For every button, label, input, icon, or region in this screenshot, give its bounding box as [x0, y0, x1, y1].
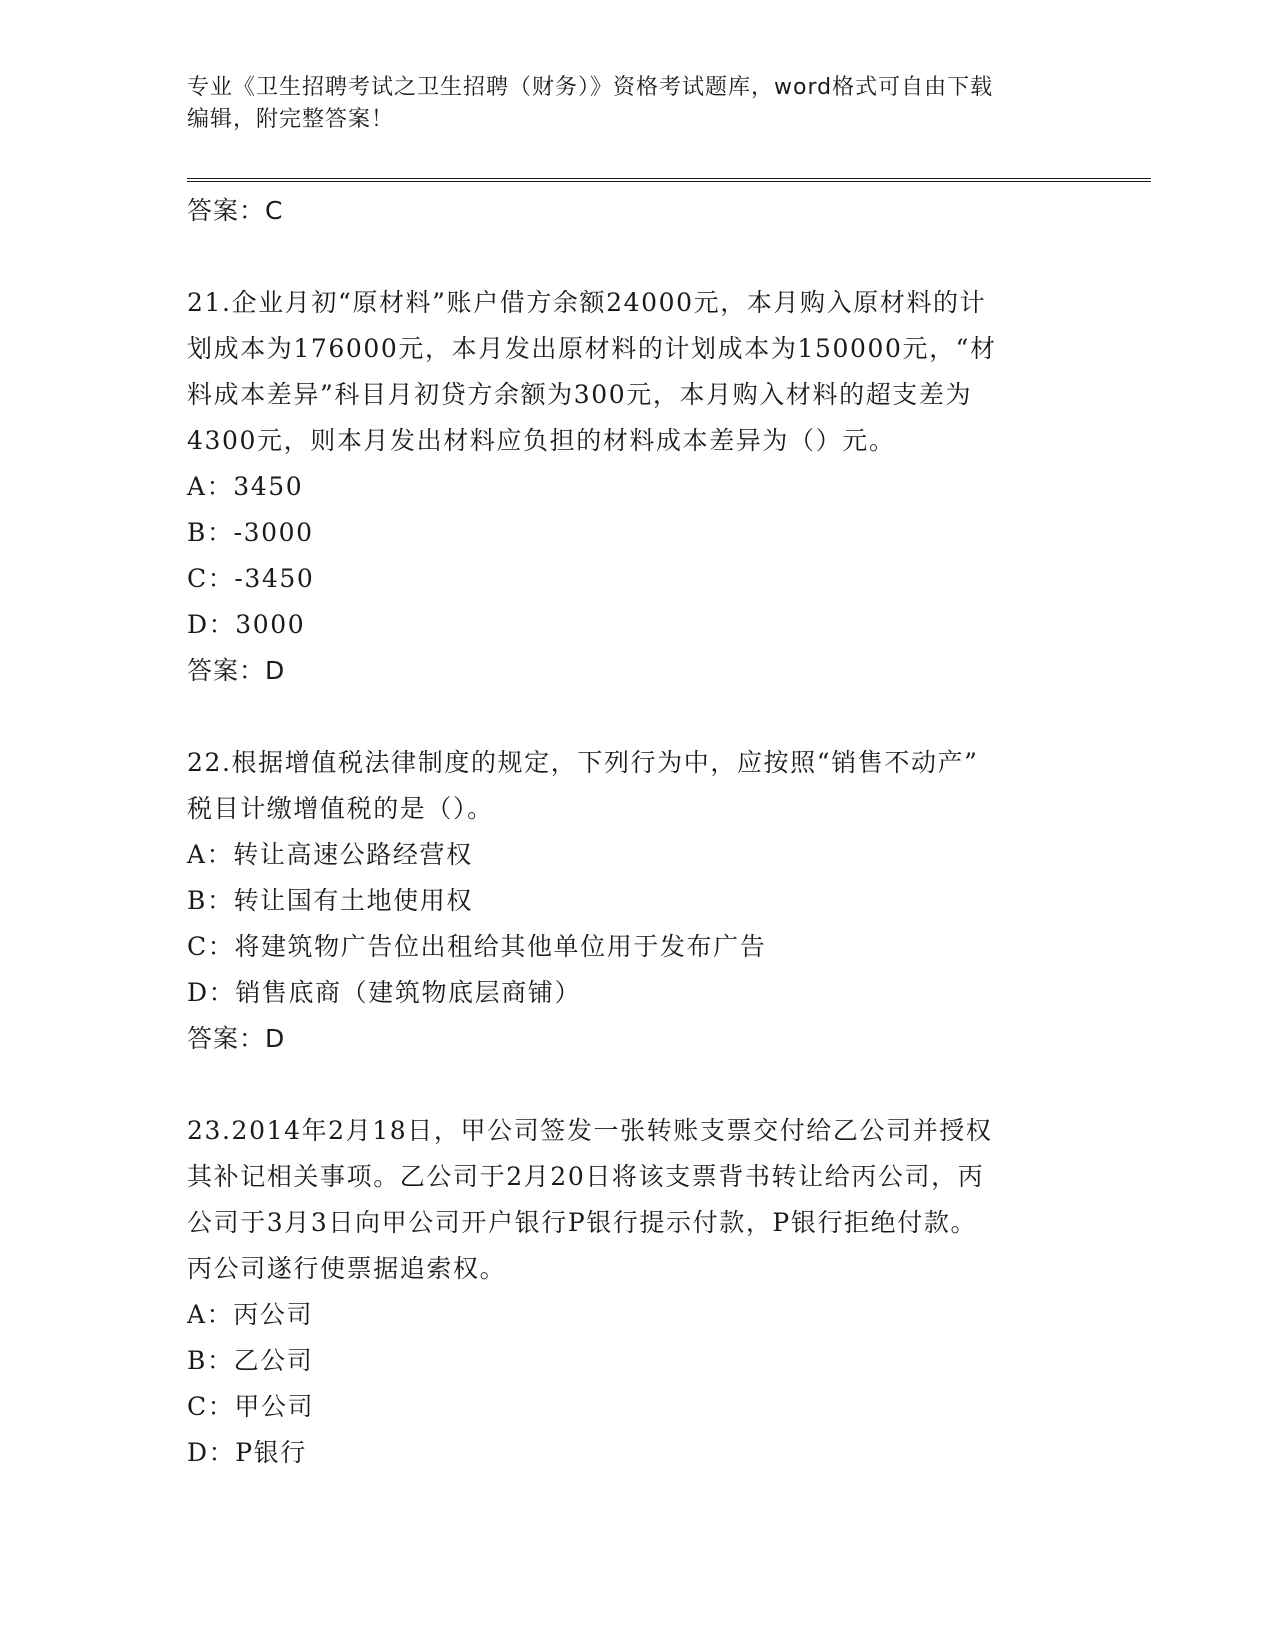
question-line: 23.2014年2月18日，甲公司签发一张转账支票交付给乙公司并授权 [187, 1116, 993, 1145]
question-line: 料成本差异”科目月初贷方余额为300元，本月购入材料的超支差为 [187, 380, 973, 409]
option-b [187, 1338, 1087, 1384]
spacer [187, 234, 1087, 280]
answer-21: 答案：D [187, 656, 286, 685]
question-22 [187, 740, 1087, 1062]
spacer [187, 1062, 1087, 1108]
option-text: 丙公司 [233, 1300, 314, 1329]
option-label: B： [187, 886, 234, 915]
question-23 [187, 1108, 1087, 1476]
option-text: 3000 [235, 610, 306, 639]
option-text: -3000 [233, 518, 314, 547]
question-line: 21.企业月初“原材料”账户借方余额24000元，本月购入原材料的计 [187, 288, 987, 317]
question-line: 划成本为176000元，本月发出原材料的计划成本为150000元，“材 [187, 334, 997, 363]
option-label: C： [187, 932, 235, 961]
option-label: B： [187, 1346, 234, 1375]
option-c [187, 556, 1087, 602]
previous-answer: 答案：C [187, 196, 284, 225]
option-label: A： [187, 840, 234, 869]
option-label: B： [187, 518, 234, 547]
option-text: 转让高速公路经营权 [233, 840, 473, 869]
option-d [187, 970, 1087, 1016]
option-text: 将建筑物广告位出租给其他单位用于发布广告 [234, 932, 767, 961]
option-text: 乙公司 [233, 1346, 314, 1375]
option-label: C： [187, 564, 235, 593]
option-label: C： [187, 1392, 235, 1421]
option-label: A： [187, 472, 234, 501]
option-text: -3450 [234, 564, 315, 593]
question-line: 公司于3月3日向甲公司开户银行P银行提示付款，P银行拒绝付款。 [187, 1208, 978, 1237]
option-d [187, 1430, 1087, 1476]
spacer [187, 694, 1087, 740]
header-line-1: 专业《卫生招聘考试之卫生招聘（财务）》资格考试题库，word格式可自由下载 [187, 75, 994, 100]
question-line: 税目计缴增值税的是（）。 [187, 794, 494, 823]
option-text: P银行 [235, 1438, 307, 1467]
question-line: 丙公司遂行使票据追索权。 [187, 1254, 507, 1283]
header-line-2: 编辑，附完整答案！ [187, 107, 395, 132]
document-header [187, 72, 1087, 136]
question-line: 其补记相关事项。乙公司于2月20日将该支票背书转让给丙公司，丙 [187, 1162, 985, 1191]
option-text: 转让国有土地使用权 [233, 886, 473, 915]
option-c [187, 1384, 1087, 1430]
option-b [187, 510, 1087, 556]
question-line: 4300元，则本月发出材料应负担的材料成本差异为（）元。 [187, 426, 896, 455]
option-a [187, 832, 1087, 878]
option-text: 3450 [233, 472, 304, 501]
option-text: 销售底商（建筑物底层商铺） [235, 978, 582, 1007]
header-divider [187, 178, 1151, 182]
option-a [187, 464, 1087, 510]
option-a [187, 1292, 1087, 1338]
option-label: A： [187, 1300, 234, 1329]
option-b [187, 878, 1087, 924]
option-text: 甲公司 [234, 1392, 315, 1421]
option-label: D： [187, 1438, 236, 1467]
option-label: D： [187, 610, 236, 639]
question-21 [187, 280, 1087, 694]
question-content [187, 188, 1087, 1476]
option-c [187, 924, 1087, 970]
option-label: D： [187, 978, 236, 1007]
answer-22: 答案：D [187, 1024, 286, 1053]
question-line: 22.根据增值税法律制度的规定，下列行为中，应按照“销售不动产” [187, 748, 979, 777]
option-d [187, 602, 1087, 648]
